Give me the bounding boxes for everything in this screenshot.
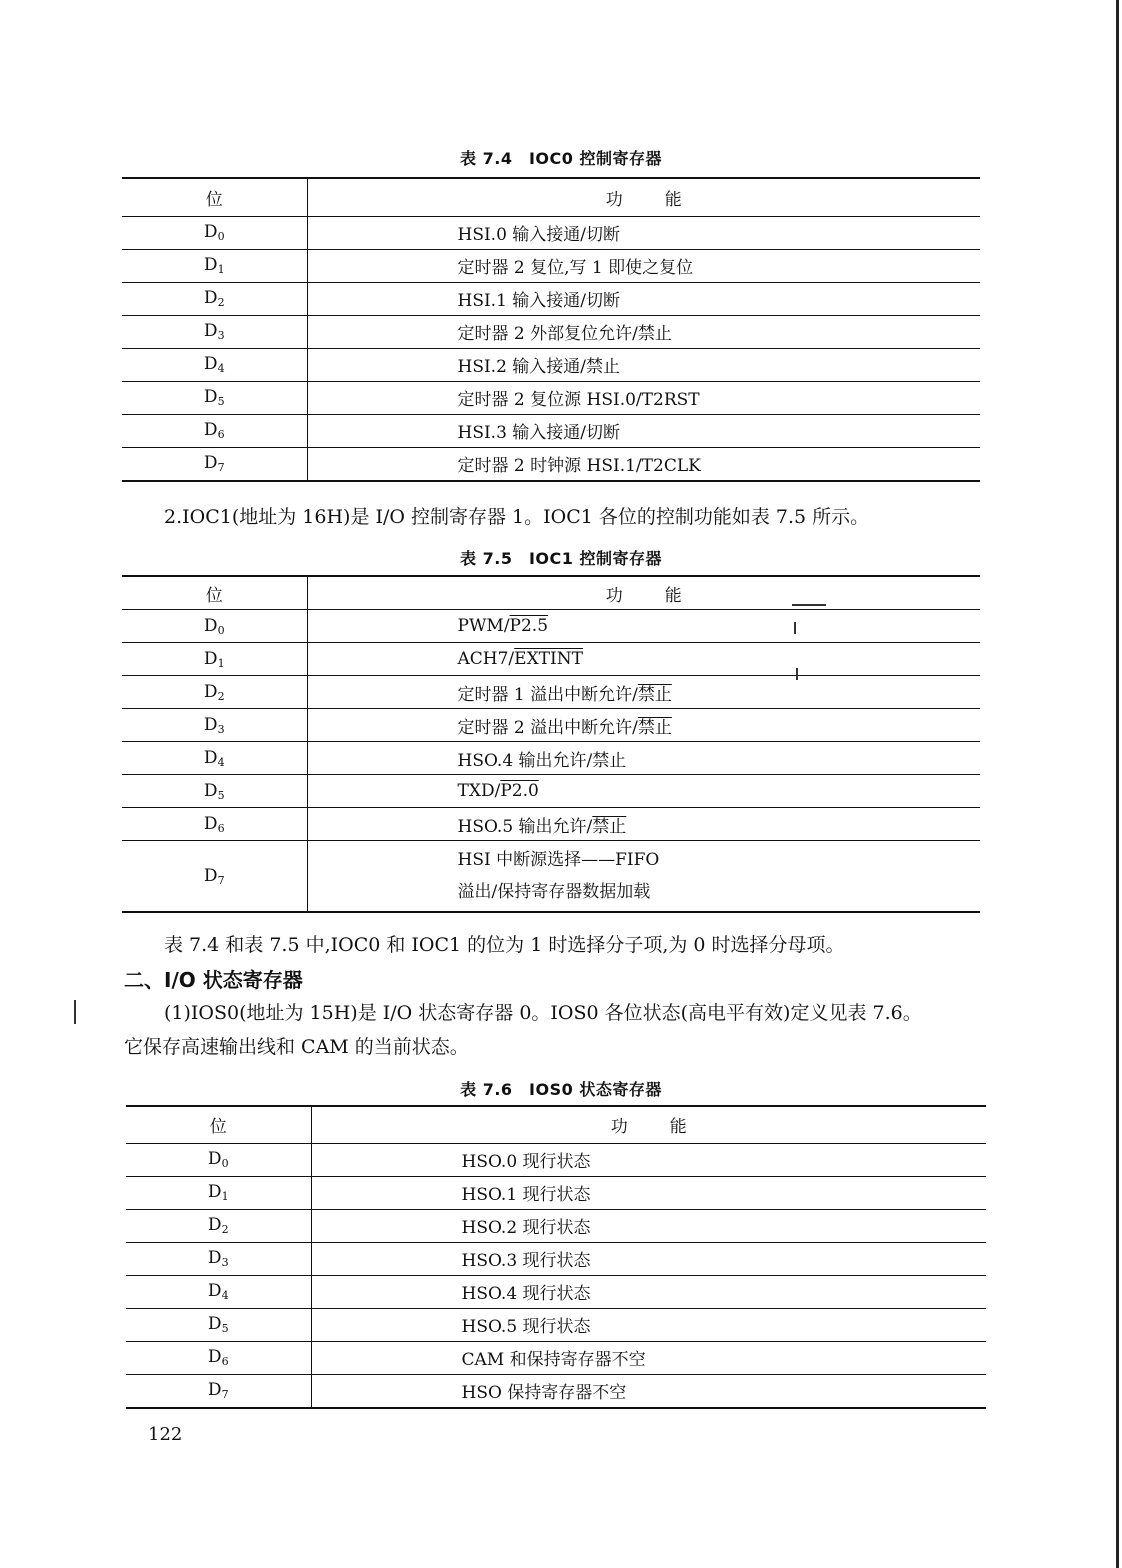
bit-letter: D	[203, 453, 218, 473]
bit-cell	[122, 742, 307, 775]
bit-letter: D	[203, 321, 218, 341]
overlined-term: 禁止	[592, 816, 627, 837]
function-cell: HSO.3 现行状态	[311, 1242, 986, 1275]
function-cell: HSI.3 输入接通/切断	[307, 414, 980, 447]
table-7-4	[122, 177, 980, 482]
bit-subscript: 0	[217, 623, 225, 637]
bit-cell	[126, 1341, 311, 1374]
function-cell: HSO.0 现行状态	[311, 1143, 986, 1176]
bit-cell	[126, 1374, 311, 1408]
bit-letter: D	[203, 681, 218, 702]
section-heading: 二、I/O 状态寄存器	[124, 968, 303, 992]
header-bit: 位	[122, 576, 307, 610]
table-row	[122, 775, 980, 808]
overlined-term: 禁止	[637, 717, 672, 738]
function-cell: 定时器 2 复位,写 1 即使之复位	[307, 249, 980, 282]
bit-subscript: 3	[221, 1256, 229, 1269]
bit-subscript: 4	[221, 1289, 229, 1302]
function-cell: HSO.5 现行状态	[311, 1308, 986, 1341]
bit-letter: D	[203, 288, 218, 308]
bit-cell	[122, 414, 307, 447]
function-text: HSO.5 输出允许/	[457, 816, 593, 837]
table-row	[122, 643, 980, 676]
table-row	[122, 447, 980, 481]
bit-letter: D	[203, 714, 218, 735]
function-cell: HSI.1 输入接通/切断	[307, 282, 980, 315]
bit-subscript: 4	[217, 362, 225, 375]
bit-cell	[122, 282, 307, 315]
bit-cell	[122, 808, 307, 841]
bit-letter: D	[203, 648, 218, 669]
header-function: 功能	[307, 178, 980, 216]
bit-letter: D	[203, 420, 218, 440]
scan-speck	[792, 604, 826, 606]
table-row	[122, 841, 980, 913]
function-cell: 定时器 2 外部复位允许/禁止	[307, 315, 980, 348]
bit-subscript: 1	[217, 656, 225, 670]
bit-subscript: 3	[217, 329, 225, 342]
bit-letter: D	[207, 1182, 222, 1202]
bit-subscript: 5	[217, 788, 225, 802]
header-function: 功能	[307, 576, 980, 610]
bit-letter: D	[203, 780, 218, 801]
bit-cell	[126, 1275, 311, 1308]
function-cell: HSI.2 输入接通/禁止	[307, 348, 980, 381]
page-number: 122	[148, 1424, 183, 1445]
header-function: 功能	[311, 1106, 986, 1143]
function-cell	[307, 709, 980, 742]
function-cell: HSO.1 现行状态	[311, 1176, 986, 1209]
bit-letter: D	[203, 255, 218, 275]
overlined-term: P2.0	[500, 781, 539, 801]
function-text: ACH7/	[457, 649, 515, 669]
function-cell	[307, 643, 980, 676]
function-cell	[307, 775, 980, 808]
table-row	[122, 216, 980, 249]
bit-subscript: 6	[221, 1355, 229, 1368]
function-cell: HSO.4 现行状态	[311, 1275, 986, 1308]
bit-cell	[126, 1143, 311, 1176]
bit-cell	[122, 348, 307, 381]
bit-cell	[122, 216, 307, 249]
bit-letter: D	[207, 1314, 222, 1334]
table-7-6-caption: 表 7.6 IOS0 状态寄存器	[460, 1080, 662, 1099]
overlined-term: P2.5	[509, 616, 549, 636]
bit-subscript: 4	[217, 755, 225, 769]
bit-cell	[122, 610, 307, 643]
bit-cell	[122, 249, 307, 282]
bit-cell	[122, 447, 307, 481]
function-cell: HSO 保持寄存器不空	[311, 1374, 986, 1408]
table-row	[122, 381, 980, 414]
header-bit: 位	[126, 1106, 311, 1143]
header-bit: 位	[122, 178, 307, 216]
bit-letter: D	[207, 1380, 222, 1400]
function-text: 定时器 1 溢出中断允许/	[457, 684, 638, 705]
overlined-term: 禁止	[637, 684, 672, 705]
table-row	[122, 348, 980, 381]
table-row	[126, 1341, 986, 1374]
bit-subscript: 3	[217, 722, 225, 736]
bit-letter: D	[203, 354, 218, 374]
table-row	[122, 282, 980, 315]
table-row	[126, 1308, 986, 1341]
bit-subscript: 2	[217, 689, 225, 703]
scan-speck	[74, 1000, 76, 1024]
overlined-term: EXTINT	[514, 649, 583, 669]
scan-speck	[794, 622, 796, 634]
table-7-4-caption: 表 7.4 IOC0 控制寄存器	[460, 149, 662, 168]
bit-letter: D	[207, 1215, 222, 1235]
table-row	[122, 676, 980, 709]
bit-cell	[122, 676, 307, 709]
bit-cell	[126, 1176, 311, 1209]
bit-cell	[122, 775, 307, 808]
bit-subscript: 0	[221, 1157, 229, 1170]
bit-cell	[126, 1209, 311, 1242]
function-text: PWM/	[457, 616, 510, 636]
function-cell	[307, 676, 980, 709]
function-line-2: 溢出/保持寄存器数据加载	[457, 882, 651, 902]
function-line-1: HSI 中断源选择——FIFO	[457, 850, 660, 870]
bit-cell	[122, 709, 307, 742]
bit-letter: D	[203, 813, 218, 834]
function-text: HSO.4 输出允许/禁止	[457, 750, 627, 771]
table-row	[122, 742, 980, 775]
bit-letter: D	[203, 387, 218, 407]
bit-subscript: 2	[221, 1223, 229, 1236]
table-row	[126, 1143, 986, 1176]
function-cell: HSI.0 输入接通/切断	[307, 216, 980, 249]
paragraph-ios0-line2: 它保存高速输出线和 CAM 的当前状态。	[124, 1036, 469, 1058]
function-text: TXD/	[457, 781, 501, 801]
bit-subscript: 0	[217, 230, 225, 243]
table-row	[122, 808, 980, 841]
bit-letter: D	[207, 1347, 222, 1367]
bit-subscript: 5	[221, 1322, 229, 1335]
table-7-5-caption: 表 7.5 IOC1 控制寄存器	[460, 549, 662, 568]
function-cell	[307, 808, 980, 841]
table-row	[126, 1275, 986, 1308]
bit-letter: D	[203, 222, 218, 242]
paragraph-note: 表 7.4 和表 7.5 中,IOC0 和 IOC1 的位为 1 时选择分子项,为 0 时选择分母项。	[164, 934, 845, 956]
table-row	[122, 414, 980, 447]
table-row	[122, 610, 980, 643]
function-cell	[307, 610, 980, 643]
bit-letter: D	[207, 1281, 222, 1301]
function-cell	[307, 742, 980, 775]
bit-subscript: 7	[217, 461, 225, 474]
bit-cell	[122, 315, 307, 348]
bit-cell	[126, 1308, 311, 1341]
bit-subscript: 5	[217, 395, 225, 408]
table-row	[122, 709, 980, 742]
bit-subscript: 6	[217, 428, 225, 441]
bit-cell	[122, 643, 307, 676]
table-row	[122, 315, 980, 348]
table-7-5	[122, 575, 980, 913]
bit-subscript: 7	[217, 873, 225, 887]
bit-subscript: 7	[221, 1388, 229, 1401]
bit-subscript: 1	[217, 263, 225, 276]
bit-cell	[126, 1242, 311, 1275]
table-row	[122, 249, 980, 282]
table-row	[126, 1242, 986, 1275]
bit-subscript: 1	[221, 1190, 229, 1203]
bit-cell	[122, 381, 307, 414]
table-row	[126, 1374, 986, 1408]
table-row	[126, 1176, 986, 1209]
paragraph-ioc1: 2.IOC1(地址为 16H)是 I/O 控制寄存器 1。IOC1 各位的控制功能如表 7.5 所示。	[164, 506, 870, 528]
bit-letter: D	[207, 1248, 222, 1268]
bit-letter: D	[203, 747, 218, 768]
bit-subscript: 6	[217, 821, 225, 835]
bit-subscript: 2	[217, 296, 225, 309]
scan-edge-line	[1116, 0, 1119, 1568]
bit-letter: D	[207, 1149, 222, 1169]
table-row	[126, 1209, 986, 1242]
bit-letter: D	[203, 865, 218, 886]
function-text: 定时器 2 溢出中断允许/	[457, 717, 638, 738]
function-cell: 定时器 2 时钟源 HSI.1/T2CLK	[307, 447, 980, 481]
table-7-6	[126, 1105, 986, 1409]
function-cell: 定时器 2 复位源 HSI.0/T2RST	[307, 381, 980, 414]
scan-speck	[796, 668, 798, 680]
paragraph-ios0-line1: (1)IOS0(地址为 15H)是 I/O 状态寄存器 0。IOS0 各位状态(高电平有效)定义见表 7.6。	[164, 1002, 922, 1024]
function-cell: HSO.2 现行状态	[311, 1209, 986, 1242]
bit-cell	[122, 841, 307, 913]
function-cell: CAM 和保持寄存器不空	[311, 1341, 986, 1374]
bit-letter: D	[203, 615, 218, 636]
function-cell	[307, 841, 980, 913]
